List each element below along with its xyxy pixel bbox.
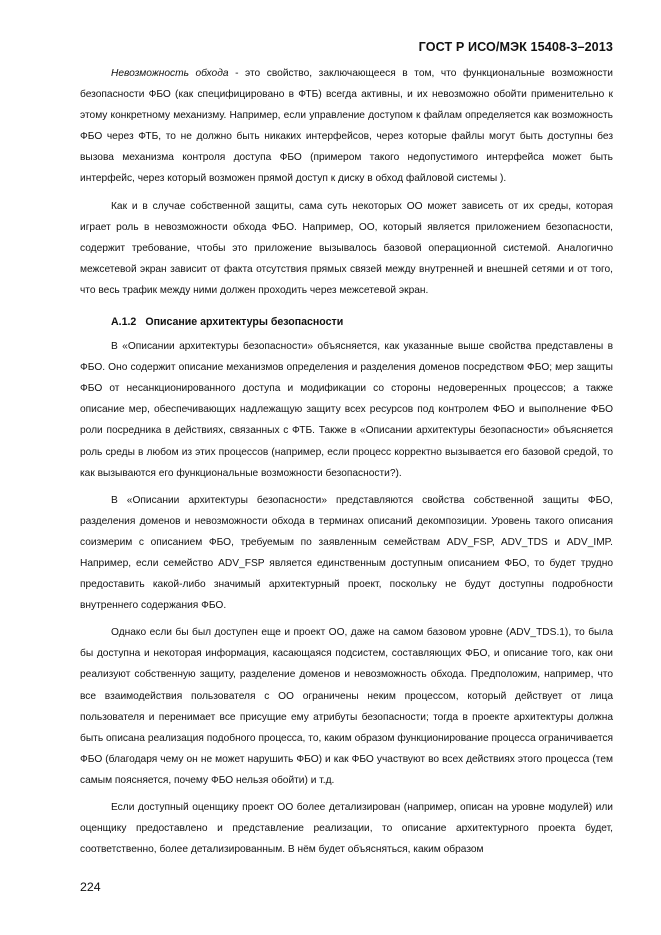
document-header: ГОСТ Р ИСО/МЭК 15408-3–2013	[418, 40, 613, 54]
paragraph-architecture-description: В «Описании архитектуры безопасности» объясняется, как указанные выше свойства представлены в ФБО. Оно содержит описание механизмов определения и разделения доменов посредством ФБО; мер защиты ФБО от несанкционированного доступа и модификации со стороны недоверенных процессов; а также описание мер, обеспечивающих надлежащую защиту всех ресурсов под контролем ФБО и выполнение ФБО роли посредника в действиях, связанных с ФТБ. Также в «Описании архитектуры безопасности» объясняется роль среды в любом из этих процессов (например, если процесс корректно вызывается его базовой средой, то как вызываются его функциональные возможности безопасности?).	[80, 341, 613, 479]
section-title: Описание архитектуры безопасности	[145, 316, 344, 329]
section-heading	[80, 312, 613, 332]
paragraph-text: - это свойство, заключающееся в том, что функциональные возможности безопасности ФБО (как специфицировано в ФТБ) всегда активны, и их невозможно обойти применительно к этому конкретному механизму. Например, если управление доступом к файлам определяется как возможность ФБО через ФТБ, то не должно быть никаких интерфейсов, через которые файлы могут быть доступны без вызова механизма контроля доступа ФБО (примером такого недопустимого интерфейса может быть интерфейс, через который возможен прямой доступ к диску в обход файловой системы ).	[80, 68, 613, 185]
paragraph-decomposition: В «Описании архитектуры безопасности» представляются свойства собственной защиты ФБО, разделения доменов и невозможности обхода в терминах описаний декомпозиции. Уровень такого описания соизмерим с описанием ФБО, требуемым по заявленным семействам ADV_FSP, ADV_TDS и ADV_IMP. Например, если семейство ADV_FSP является единственным доступным описанием ФБО, то будет трудно предоставить какой-либо значимый архитектурный проект, поскольку не будут доступны подробности внутреннего содержания ФБО.	[80, 494, 613, 612]
body-text	[80, 63, 613, 860]
term-non-bypassability: Невозможность обхода	[111, 68, 229, 79]
page-number: 224	[80, 880, 101, 894]
paragraph-toe-design: Однако если бы был доступен еще и проект ОО, даже на самом базовом уровне (ADV_TDS.1), то была бы доступна и некоторая информация, касающаяся подсистем, составляющих ФБО, и описание того, как они реализуют собственную защиту, разделение доменов и невозможность обхода. Предположим, например, что все взаимодействия пользователя с ОО ограничены неким процессом, который действует от лица пользователя и перенимает все присущие ему атрибуты безопасности; тогда в проекте архитектуры должна быть описана реализация подобного процесса, то, каким образом функционирование процесса ограничивается ФБО (благодаря чему он не может нарушить ФБО) и как ФБО участвуют во всех действиях этого процесса (тем самым поясняется, почему ФБО нельзя обойти) и т.д.	[80, 627, 613, 786]
paragraph-detailed-design: Если доступный оценщику проект ОО более детализирован (например, описан на уровне модулей) или оценщику предоставлено и представление реализации, то описание архитектурного проекта будет, соответственно, более детализированным. В нём будет объясняться, каким образом	[80, 802, 613, 856]
section-number: А.1.2	[111, 316, 137, 329]
paragraph-bypass-definition	[80, 63, 613, 190]
paragraph-environment-role: Как и в случае собственной защиты, сама суть некоторых ОО может зависеть от их среды, которая играет роль в невозможности обхода ФБО. Например, ОО, который является приложением безопасности, содержит требование, чтобы это приложение вызывалось базовой операционной системой. Аналогично межсетевой экран зависит от факта отсутствия прямых связей между внутренней и внешней сетями и от того, что весь трафик между ними должен проходить через межсетевой экран.	[80, 200, 613, 296]
